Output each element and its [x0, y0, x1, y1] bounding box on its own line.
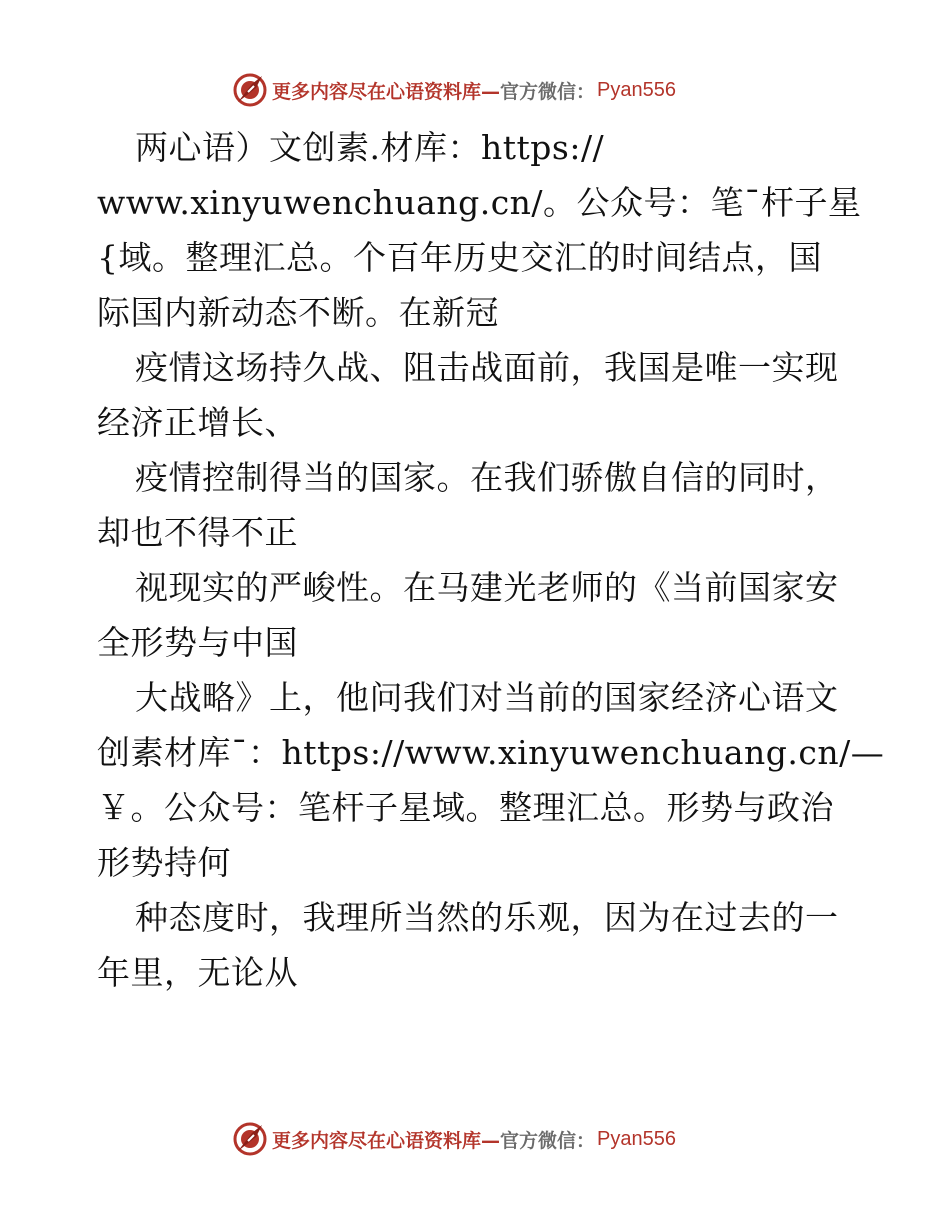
text-line: 年里，无论从: [97, 953, 298, 992]
banner-text: 更多内容尽在心语资料库—: [272, 1129, 501, 1152]
text-line: 却也不得不正: [97, 513, 298, 552]
header-banner: [232, 70, 676, 110]
text-line: 创素材库¯：https://www.xinyuwenchuang.cn/—: [97, 733, 885, 772]
text-line: 经济正增长、: [97, 403, 298, 442]
banner-text: 更多内容尽在心语资料库—: [272, 80, 501, 103]
text-line: 疫情这场持久战、阻击战面前，我国是唯一实现: [135, 348, 839, 387]
banner-wechat-label: 官方微信：: [500, 80, 596, 103]
text-line: 视现实的严峻性。在马建光老师的《当前国家安: [135, 568, 839, 607]
text-line: 两心语）文创素.材库：https://: [135, 128, 605, 167]
text-line: 全形势与中国: [97, 623, 298, 662]
text-line: 疫情控制得当的国家。在我们骄傲自信的同时，: [135, 458, 839, 497]
text-line: 际国内新动态不断。在新冠: [97, 293, 499, 332]
text-line: 形势持何: [97, 843, 231, 882]
quill-logo-icon: [232, 1121, 268, 1157]
text-line: {域。整理汇总。个百年历史交汇的时间结点，国: [97, 238, 822, 277]
quill-logo-icon: [232, 72, 268, 108]
footer-banner: [232, 1119, 676, 1159]
text-line: 种态度时，我理所当然的乐观，因为在过去的一: [135, 898, 839, 937]
banner-wechat-id: Pyan556: [597, 1127, 676, 1150]
text-line: ￥。公众号：笔杆子星域。整理汇总。形势与政治: [97, 788, 834, 827]
text-line: www.xinyuwenchuang.cn/。公众号：笔¯杆子星: [97, 183, 862, 222]
text-line: 大战略》上，他问我们对当前的国家经济心语文: [135, 678, 839, 717]
banner-wechat-label: 官方微信：: [500, 1129, 596, 1152]
document-body: [97, 120, 885, 1000]
banner-wechat-id: Pyan556: [597, 78, 676, 101]
